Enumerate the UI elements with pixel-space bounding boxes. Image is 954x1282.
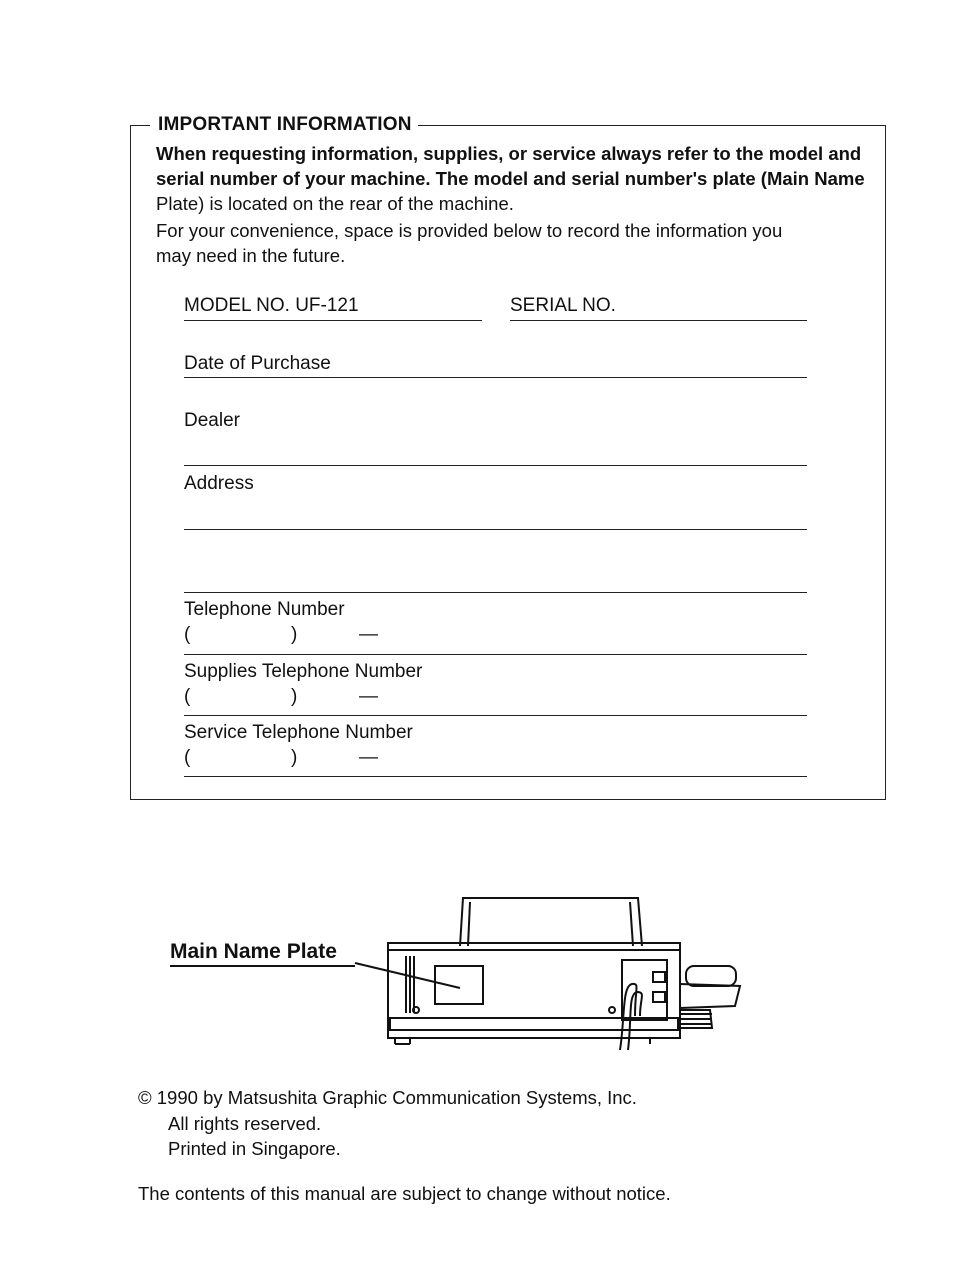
address-line-2[interactable] (184, 592, 807, 593)
plate-label-underline (170, 965, 355, 967)
dealer-line[interactable] (184, 465, 807, 466)
date-of-purchase-line[interactable] (184, 377, 807, 378)
area-code-close-paren: ) (291, 747, 298, 768)
phone-dash: — (359, 747, 378, 768)
supplies-telephone-label: Supplies Telephone Number (184, 661, 423, 682)
main-name-plate-label: Main Name Plate (170, 940, 337, 963)
address-label: Address (184, 473, 254, 494)
phone-dash: — (359, 624, 378, 645)
service-telephone-label: Service Telephone Number (184, 722, 413, 743)
info-text-line: For your convenience, space is provided below to record the information you (156, 220, 783, 241)
serial-number-line[interactable] (510, 320, 807, 321)
area-code-close-paren: ) (291, 686, 298, 707)
address-line-1[interactable] (184, 529, 807, 530)
info-text-line: may need in the future. (156, 245, 346, 266)
info-text-line: When requesting information, supplies, or service always refer to the model and (156, 143, 862, 164)
service-telephone-line[interactable] (184, 776, 807, 777)
serial-number-label: SERIAL NO. (510, 295, 616, 316)
area-code-open-paren: ( (184, 747, 191, 768)
date-of-purchase-label: Date of Purchase (184, 353, 331, 374)
fax-machine-rear-illustration (350, 888, 750, 1063)
telephone-line[interactable] (184, 654, 807, 655)
supplies-telephone-line[interactable] (184, 715, 807, 716)
printed-line: Printed in Singapore. (168, 1138, 341, 1159)
rights-line: All rights reserved. (168, 1113, 322, 1134)
area-code-open-paren: ( (184, 624, 191, 645)
area-code-open-paren: ( (184, 686, 191, 707)
dealer-label: Dealer (184, 410, 240, 431)
info-text-line: serial number of your machine. The model and serial number's plate (Main Name (156, 168, 865, 189)
info-text-line: Plate) is located on the rear of the machine. (156, 193, 514, 214)
area-code-close-paren: ) (291, 624, 298, 645)
important-info-title: IMPORTANT INFORMATION (150, 114, 418, 136)
phone-dash: — (359, 686, 378, 707)
model-number-line[interactable] (184, 320, 482, 321)
copyright-line: © 1990 by Matsushita Graphic Communication Systems, Inc. (138, 1087, 637, 1108)
change-notice: The contents of this manual are subject to change without notice. (138, 1183, 671, 1204)
model-number-label: MODEL NO. UF-121 (184, 295, 359, 316)
telephone-label: Telephone Number (184, 599, 345, 620)
